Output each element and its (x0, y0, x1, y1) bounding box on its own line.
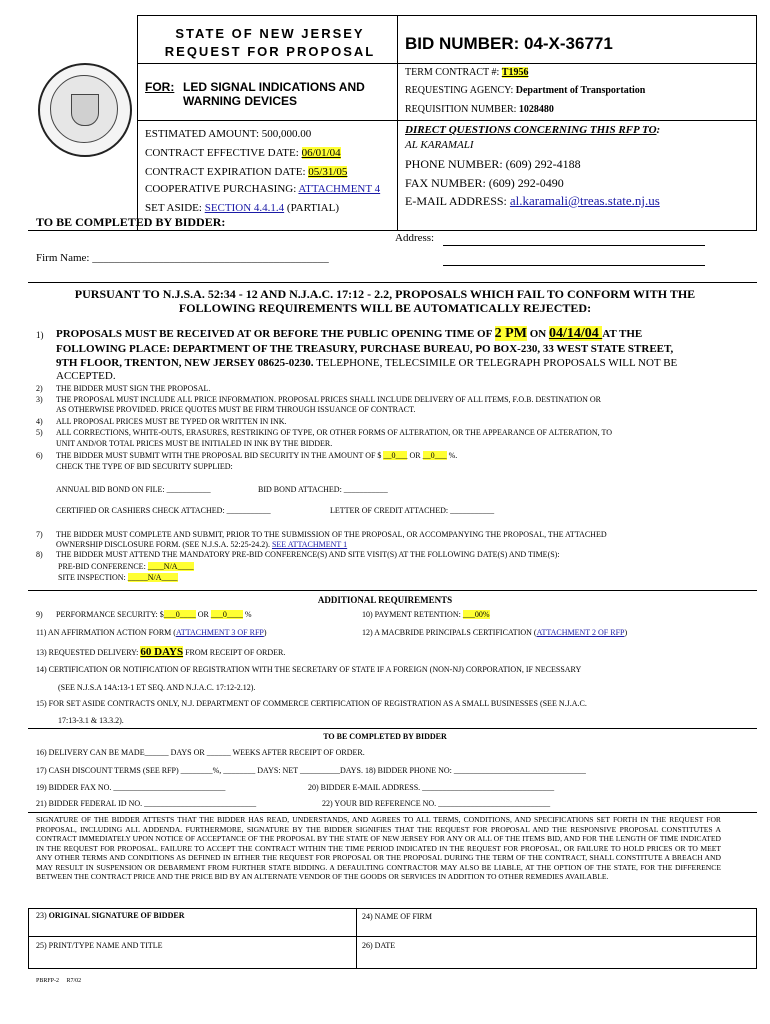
item-1-line-1: PROPOSALS MUST BE RECEIVED AT OR BEFORE THE PUBLIC OPENING TIME OF 2 PM ON 04/14/04 AT THE (56, 326, 643, 341)
payment-retention-value: ___00% (462, 610, 490, 619)
attachment-3-link[interactable]: ATTACHMENT 3 OF RFP (175, 628, 264, 637)
opening-date: 04/14/04 (548, 326, 603, 341)
affirmation-action-form: 11) AN AFFIRMATION ACTION FORM (ATTACHMENT 3 OF RFP) (36, 628, 267, 637)
for-label: FOR: (145, 80, 175, 94)
attachment-2-link[interactable]: ATTACHMENT 2 OF RFP (536, 628, 625, 637)
requested-delivery-value: 60 DAYS (140, 646, 184, 658)
state-title: STATE OF NEW JERSEY (175, 26, 365, 41)
item-7-text-b: OWNERSHIP DISCLOSURE FORM. (SEE N.J.S.A. 52:25-24.2). SEE ATTACHMENT 1 (56, 540, 348, 549)
pursuant-line-2: FOLLOWING REQUIREMENTS WILL BE AUTOMATICALLY REJECTED: (178, 301, 592, 315)
original-signature-cell[interactable]: 23) ORIGINAL SIGNATURE OF BIDDER (36, 911, 185, 920)
header-left-divider (137, 120, 397, 121)
item-14-text-a: 14) CERTIFICATION OR NOTIFICATION OF REGISTRATION WITH THE SECRETARY OF STATE IF A FOREIGN (NON-NJ) CORPORATION, IF NECESSARY (36, 665, 582, 674)
letter-of-credit-field[interactable]: LETTER OF CREDIT ATTACHED: ___________ (330, 506, 495, 515)
email-address: E-MAIL ADDRESS: al.karamali@treas.state.nj.us (405, 193, 660, 208)
requisition-number: REQUISITION NUMBER: 1028480 (405, 104, 554, 115)
date-cell[interactable]: 26) DATE (362, 941, 396, 950)
address-line-2[interactable] (443, 265, 705, 266)
expiration-date: CONTRACT EXPIRATION DATE: 05/31/05 (145, 166, 348, 178)
prebid-conference: PRE-BID CONFERENCE: ____N/A____ (58, 562, 194, 571)
term-contract: TERM CONTRACT #: T1956 (405, 67, 529, 78)
bid-bond-attached-field[interactable]: BID BOND ATTACHED: ___________ (258, 485, 388, 494)
header-top-border (137, 15, 757, 16)
bidder-email-field[interactable]: 20) BIDDER E-MAIL ADDRESS. _________________________________ (308, 783, 555, 792)
set-aside: SET ASIDE: SECTION 4.4.1.4 (PARTIAL) (145, 202, 340, 214)
performance-security: PERFORMANCE SECURITY: $___0____ OR ___0____ % (56, 610, 252, 619)
header-divider (137, 63, 757, 64)
performance-security-amount: ___0____ (163, 610, 196, 619)
certified-check-field[interactable]: CERTIFIED OR CASHIERS CHECK ATTACHED: ___________ (56, 506, 271, 515)
request-title: REQUEST FOR PROPOSAL (164, 44, 376, 59)
header-bottom-border (28, 230, 757, 231)
item-1-line-4: ACCEPTED. (56, 370, 116, 382)
item-3-text-b: AS OTHERWISE PROVIDED. PRICE QUOTES MUST BE FIRM THROUGH ISSUANCE OF CONTRACT. (56, 405, 416, 414)
item-4-text: ALL PROPOSAL PRICES MUST BE TYPED OR WRITTEN IN INK. (56, 417, 287, 426)
form-id: PBRFP-2 R7/02 (36, 978, 82, 984)
header-left-border (137, 15, 138, 231)
bid-number: BID NUMBER: 04-X-36771 (405, 34, 613, 53)
fax-number: FAX NUMBER: (609) 292-0490 (405, 176, 564, 190)
header-right-border (756, 15, 757, 231)
email-link[interactable]: al.karamali@treas.state.nj.us (509, 193, 660, 208)
pursuant-line-1: PURSUANT TO N.J.S.A. 52:34 - 12 AND N.J.A.C. 17:12 - 2.2, PROPOSALS WHICH FAIL TO CONFORM WITH THE (74, 287, 696, 301)
macbride-certification: 12) A MACBRIDE PRINCIPALS CERTIFICATION (ATTACHMENT 2 OF RFP) (362, 628, 628, 637)
item-5-number: 5) (36, 428, 43, 437)
item-2-number: 2) (36, 384, 43, 393)
item-6-text-b: CHECK THE TYPE OF BID SECURITY SUPPLIED: (56, 462, 233, 471)
section-4-4-1-4-link[interactable]: SECTION 4.4.1.4 (204, 202, 285, 214)
item-1-line-2: FOLLOWING PLACE: DEPARTMENT OF THE TREASURY, PURCHASE BUREAU, PO BOX-230, 33 WEST STATE STREET, (56, 343, 674, 355)
cooperative-purchasing: COOPERATIVE PURCHASING: ATTACHMENT 4 (145, 183, 381, 195)
item-6-number: 6) (36, 451, 43, 460)
expiration-date-value: 05/31/05 (308, 166, 348, 178)
bidder-top-title: TO BE COMPLETED BY BIDDER: (36, 215, 226, 229)
payment-retention: 10) PAYMENT RETENTION: ___00% (362, 610, 490, 619)
performance-security-percent: ___0____ (210, 610, 243, 619)
for-value-1: LED SIGNAL INDICATIONS AND (183, 80, 365, 94)
item-15-text-a: 15) FOR SET ASIDE CONTRACTS ONLY, N.J. DEPARTMENT OF COMMERCE CERTIFICATION OF REGISTRATION AS A SMALL BUSINESSES (SEE N.J.A.C. (36, 699, 587, 708)
item-6-text-a: THE BIDDER MUST SUBMIT WITH THE PROPOSAL BID SECURITY IN THE AMOUNT OF $ __0___ OR __0___ %. (56, 451, 458, 460)
direct-questions: DIRECT QUESTIONS CONCERNING THIS RFP TO: (405, 124, 661, 136)
firm-name-field[interactable]: Firm Name: ___________________________________________ (36, 252, 329, 264)
requesting-agency: REQUESTING AGENCY: Department of Transportation (405, 85, 646, 96)
item-3-text-a: THE PROPOSAL MUST INCLUDE ALL PRICE INFORMATION. PROPOSAL PRICES SHALL INCLUDE DELIVERY OF ALL ITEMS, F.O.B. DESTINATION OR (56, 395, 602, 404)
estimated-amount: ESTIMATED AMOUNT: 500,000.00 (145, 128, 312, 140)
phone-number: PHONE NUMBER: (609) 292-4188 (405, 157, 581, 171)
section-divider-3 (28, 728, 757, 729)
additional-requirements-title: ADDITIONAL REQUIREMENTS (317, 595, 453, 605)
requested-delivery: 13) REQUESTED DELIVERY: 60 DAYS FROM RECEIPT OF ORDER. (36, 646, 286, 658)
attachment-4-link[interactable]: ATTACHMENT 4 (298, 183, 381, 195)
item-7-number: 7) (36, 530, 43, 539)
site-inspection: SITE INSPECTION: _____N/A____ (58, 573, 178, 582)
signature-table-right (756, 908, 757, 968)
section-divider-1 (28, 282, 757, 283)
nj-state-seal-icon (38, 63, 132, 157)
signature-table-left (28, 908, 29, 968)
contact-name: AL KARAMALI (405, 139, 474, 151)
item-1-number: 1) (36, 330, 44, 340)
for-value-2: WARNING DEVICES (183, 94, 298, 108)
header-right-divider (397, 120, 757, 121)
signature-table-center (356, 908, 357, 968)
item-7-text-a: THE BIDDER MUST COMPLETE AND SUBMIT, PRIOR TO THE SUBMISSION OF THE PROPOSAL, OR ACCOMPANYING THE PROPOSAL, THE ATTACHED (56, 530, 607, 539)
bid-security-percent: __0___ (422, 451, 447, 460)
signature-table-top (28, 908, 757, 909)
address-line-1[interactable] (443, 245, 705, 246)
annual-bid-bond-field[interactable]: ANNUAL BID BOND ON FILE: ___________ (56, 485, 211, 494)
federal-id-field[interactable]: 21) BIDDER FEDERAL ID NO. ____________________________ (36, 799, 257, 808)
site-inspection-value: _____N/A____ (127, 573, 178, 582)
item-4-number: 4) (36, 417, 43, 426)
bidder-fax-field[interactable]: 19) BIDDER FAX NO. ____________________________ (36, 783, 226, 792)
delivery-field[interactable]: 16) DELIVERY CAN BE MADE______ DAYS OR ______ WEEKS AFTER RECEIPT OF ORDER. (36, 748, 365, 757)
prebid-conference-value: ____N/A____ (147, 562, 194, 571)
signature-table-middle (28, 936, 757, 937)
effective-date-value: 06/01/04 (301, 147, 341, 159)
section-divider-4 (28, 812, 757, 813)
bidder-bottom-title: TO BE COMPLETED BY BIDDER (323, 732, 447, 741)
opening-time: 2 PM (494, 326, 527, 341)
address-label: Address: (395, 232, 435, 244)
cash-discount-field[interactable]: 17) CASH DISCOUNT TERMS (SEE RFP) ________%, ________ DAYS: NET __________DAYS. 18) BIDDER PHONE NO: _________________________________ (36, 766, 586, 775)
item-15-text-b: 17:13-3.1 & 13.3.2). (58, 716, 124, 725)
item-8-text: THE BIDDER MUST ATTEND THE MANDATORY PRE-BID CONFERENCE(S) AND SITE VISIT(S) AT THE FOLLOWING DATE(S) AND TIME(S): (56, 550, 560, 559)
item-5-text-b: UNIT AND/OR TOTAL PRICES MUST BE INITIALED IN INK BY THE BIDDER. (56, 439, 333, 448)
item-1-line-3: 9TH FLOOR, TRENTON, NEW JERSEY 08625-0230. TELEPHONE, TELECSIMILE OR TELEGRAPH PROPOSALS WILL NOT BE (56, 357, 678, 369)
item-3-number: 3) (36, 395, 43, 404)
item-9-number: 9) (36, 610, 43, 619)
term-contract-value: T1956 (501, 67, 529, 78)
header-center-divider (397, 15, 398, 231)
signature-attestation: SIGNATURE OF THE BIDDER ATTESTS THAT THE BIDDER HAS READ, UNDERSTANDS, AND AGREES TO ALL TERMS, CONDITIONS, AND SPECIFICATIONS SET FORTH IN THE REQUEST FOR PROPOSAL, INCLUDING ALL ADDENDA. FURTHERMORE, SIGNATURE BY THE BIDDER SIGNIFIES THAT THE REQUEST FOR PROPOSAL AND THE RESPONSIVE PROPOSAL CONSTITUTES A CONTRACT IMMEDIATELY UPON NOTICE OF ACCEPTANCE OF THE PROPOSAL BY THE STATE OF NEW JERSEY FOR ANY OR ALL OF THE ITEMS BID, AND FOR THE LENGTH OF TIME INDICATED IN THE REQUEST FOR PROPOSAL. FAILURE TO ACCEPT THE CONTRACT WITHIN THE TIME PERIOD INDICATED IN THE REQUEST FOR PROPOSAL, OR FAILURE TO HOLD PRICES OR TO MEET ANY OTHER TERMS AND CONDITIONS AS DEFINED IN EITHER THE REQUEST FOR PROPOSAL OR THE PROPOSAL DURING THE TERM OF THE CONTRACT, SHALL CONSTITUTE A BREACH AND MAY RESULT IN SUSPENSION OR DEBARMENT FROM FURTHER STATE BIDDING. A DEFAULTING CONTRACTOR MAY ALSO BE LIABLE, AT THE OPTION OF THE STATE, FOR THE DIFFERENCE BETWEEN THE CONTRACT PRICE AND THE PRICE BID BY AN ALTERNATE VENDOR OF THE GOODS OR SERVICES IN ADDITION TO OTHER REMEDIES AVAILABLE. (36, 815, 721, 881)
item-14-text-b: (SEE N.J.S.A 14A:13-1 ET SEQ. AND N.J.A.C. 17:12-2.12). (58, 683, 256, 692)
effective-date: CONTRACT EFFECTIVE DATE: 06/01/04 (145, 147, 341, 159)
bid-reference-field[interactable]: 22) YOUR BID REFERENCE NO. ____________________________ (322, 799, 551, 808)
section-divider-2 (28, 590, 757, 591)
bid-security-amount: __0___ (383, 451, 408, 460)
signature-table-bottom (28, 968, 757, 969)
item-5-text-a: ALL CORRECTIONS, WHITE-OUTS, ERASURES, RESTRIKING OF TYPE, OR OTHER FORMS OF ALTERATION, OR THE APPEARANCE OF ALTERATION, TO (56, 428, 612, 437)
item-8-number: 8) (36, 550, 43, 559)
name-of-firm-cell[interactable]: 24) NAME OF FIRM (362, 912, 433, 921)
item-2-text: THE BIDDER MUST SIGN THE PROPOSAL. (56, 384, 211, 393)
attachment-1-link[interactable]: SEE ATTACHMENT 1 (271, 540, 348, 549)
print-name-title-cell[interactable]: 25) PRINT/TYPE NAME AND TITLE (36, 941, 163, 950)
